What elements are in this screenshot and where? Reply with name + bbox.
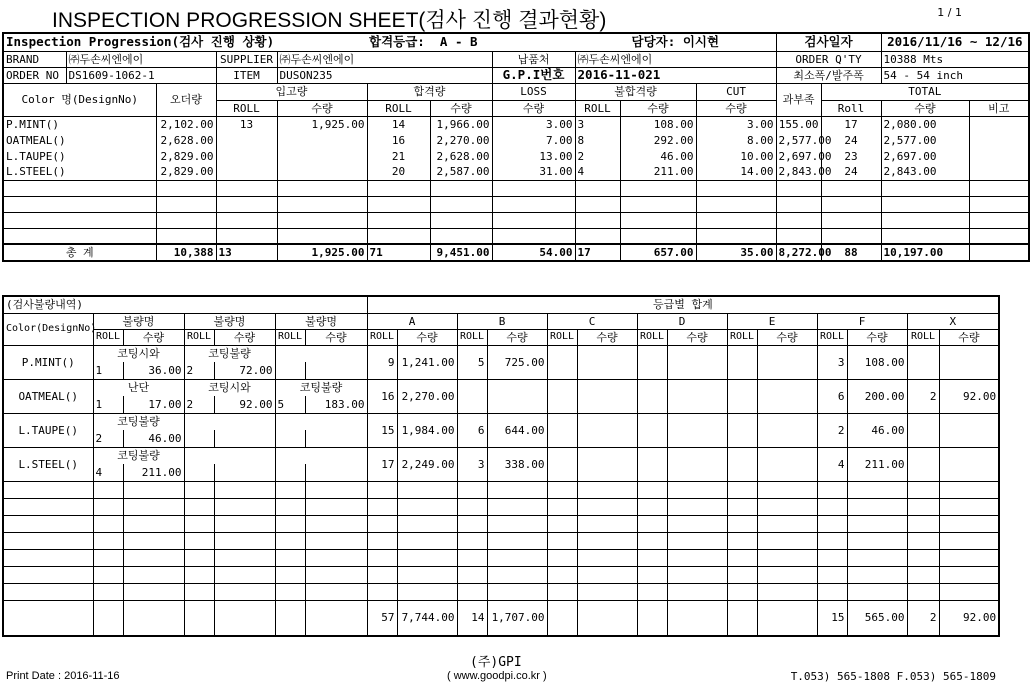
progress-cell-cut: 3.00 <box>696 116 776 132</box>
defect-qty <box>214 430 275 447</box>
progress-empty-row <box>3 196 1029 212</box>
totals-in-qty: 1,925.00 <box>277 244 367 261</box>
grade-b-roll: 3 <box>457 447 487 481</box>
grade-total-f-roll: 15 <box>817 600 847 636</box>
grade-e-qty <box>757 379 817 413</box>
sub-col-qty: 수량 <box>397 329 457 345</box>
grade-e-roll <box>727 345 757 379</box>
progress-cell-fail-roll: 3 <box>575 116 620 132</box>
progress-cell-fail-qty: 211.00 <box>620 164 696 180</box>
sub-col-qty: 수량 <box>305 329 367 345</box>
progress-row <box>3 116 1029 132</box>
grade-d-qty <box>667 447 727 481</box>
totals-pass-qty: 9,451.00 <box>430 244 492 261</box>
grade-b-roll: 6 <box>457 413 487 447</box>
totals-tot-roll: 88 <box>821 244 881 261</box>
grade-a-qty: 2,270.00 <box>397 379 457 413</box>
gpi-label: G.P.I번호 <box>492 67 575 83</box>
supplier-label: SUPPLIER <box>216 51 277 67</box>
grade-col-d: D <box>637 313 727 329</box>
progress-cell-tot-roll: 17 <box>821 116 881 132</box>
sub-col-roll: ROLL <box>637 329 667 345</box>
defect-name <box>275 345 367 362</box>
progress-cell-in-qty <box>277 132 367 148</box>
col-order-qty: 오더량 <box>156 83 216 116</box>
grade-col-f: F <box>817 313 907 329</box>
progress-cell-in-qty <box>277 164 367 180</box>
grade-a-qty: 1,984.00 <box>397 413 457 447</box>
col-pass: 합격량 <box>367 83 492 100</box>
defect-qty: 17.00 <box>123 396 184 413</box>
defect-qty: 72.00 <box>214 362 275 379</box>
progress-cell-color: L.TAUPE() <box>3 148 156 164</box>
grade-d-qty <box>667 345 727 379</box>
totals-excess: 8,272.00 <box>776 244 821 261</box>
defect-name: 코팅불량 <box>93 447 184 464</box>
width-label: 최소폭/발주폭 <box>776 67 881 83</box>
grade-e-qty <box>757 345 817 379</box>
defect-name <box>184 413 275 430</box>
grade-c-roll <box>547 447 577 481</box>
sheet-title: INSPECTION PROGRESSION SHEET(검사 진행 결과현황) <box>52 9 607 32</box>
sub-col-qty: 수량 <box>123 329 184 345</box>
col-in-qty: 수량 <box>277 100 367 116</box>
grade-total-e-roll <box>727 600 757 636</box>
progress-cell-tot-roll: 24 <box>821 132 881 148</box>
defect-grade-table <box>2 295 1000 637</box>
grade-totals-row <box>3 600 999 636</box>
defect-roll: 2 <box>184 362 214 379</box>
defect-row <box>3 379 999 396</box>
grade-section-label: 등급별 합계 <box>367 296 999 313</box>
grade-total-a-qty: 7,744.00 <box>397 600 457 636</box>
progress-cell-loss: 31.00 <box>492 164 575 180</box>
order-no-value: DS1609-1062-1 <box>66 67 216 83</box>
grade-x-qty <box>939 447 999 481</box>
col-total: TOTAL <box>821 83 1029 100</box>
col-fail: 불합격량 <box>575 83 696 100</box>
order-no-label: ORDER NO <box>3 67 66 83</box>
grade-total-x-qty: 92.00 <box>939 600 999 636</box>
grade-total-x-roll: 2 <box>907 600 939 636</box>
progress-cell-order: 2,829.00 <box>156 164 216 180</box>
grade-c-qty <box>577 447 637 481</box>
grade-f-qty: 200.00 <box>847 379 907 413</box>
defect-empty-row <box>3 515 999 532</box>
totals-row <box>3 244 1029 261</box>
defect-row <box>3 413 999 430</box>
progress-empty-row <box>3 180 1029 196</box>
grade-total-d-roll <box>637 600 667 636</box>
defect-roll: 1 <box>93 362 123 379</box>
grade-col-x: X <box>907 313 999 329</box>
gpi-value: 2016-11-021 <box>575 67 776 83</box>
progress-cell-pass-roll: 21 <box>367 148 430 164</box>
defect-qty: 36.00 <box>123 362 184 379</box>
progress-cell-loss: 3.00 <box>492 116 575 132</box>
delivery-label: 납품처 <box>492 51 575 67</box>
progress-cell-fail-qty: 108.00 <box>620 116 696 132</box>
defect-name <box>184 447 275 464</box>
grade-b-roll <box>457 379 487 413</box>
grade-b-qty <box>487 379 547 413</box>
progress-cell-cut: 14.00 <box>696 164 776 180</box>
col-fail-roll: ROLL <box>575 100 620 116</box>
progress-cell-color: OATMEAL() <box>3 132 156 148</box>
grade-total-d-qty <box>667 600 727 636</box>
manager-value: 이시현 <box>682 34 720 49</box>
company-website: ( www.goodpi.co.kr ) <box>447 670 547 682</box>
grade-total-a-roll: 57 <box>367 600 397 636</box>
defect-row-color: L.TAUPE() <box>3 413 93 447</box>
sub-col-qty: 수량 <box>757 329 817 345</box>
progress-empty-row <box>3 228 1029 244</box>
progress-cell-pass-roll: 16 <box>367 132 430 148</box>
sub-col-roll: ROLL <box>817 329 847 345</box>
grade-col-e: E <box>727 313 817 329</box>
progress-cell-excess: 2,697.00 <box>776 148 821 164</box>
grade-f-roll: 4 <box>817 447 847 481</box>
defect-col-name-1: 불량명 <box>93 313 184 329</box>
company-phone: T.053) 565-1808 F.053) 565-1809 <box>790 670 996 683</box>
defect-empty-row <box>3 498 999 515</box>
totals-fail-roll: 17 <box>575 244 620 261</box>
grade-b-roll: 5 <box>457 345 487 379</box>
progress-cell-in-roll: 13 <box>216 116 277 132</box>
grade-a-qty: 2,249.00 <box>397 447 457 481</box>
defect-empty-row <box>3 583 999 600</box>
grade-f-qty: 46.00 <box>847 413 907 447</box>
progress-cell-color: P.MINT() <box>3 116 156 132</box>
defect-col-name-2: 불량명 <box>184 313 275 329</box>
grade-e-roll <box>727 447 757 481</box>
col-total-qty: 수량 <box>881 100 969 116</box>
progress-label: Inspection Progression(검사 진행 상황) <box>3 33 367 51</box>
progress-cell-tot-qty: 2,697.00 <box>881 148 969 164</box>
progress-cell-color: L.STEEL() <box>3 164 156 180</box>
grade-e-roll <box>727 379 757 413</box>
col-loss: LOSS <box>492 83 575 100</box>
defect-col-color: Color(DesignNo) <box>3 313 93 345</box>
progress-cell-in-roll <box>216 148 277 164</box>
defect-name: 코팅불량 <box>93 413 184 430</box>
grade-x-qty: 92.00 <box>939 379 999 413</box>
progress-cell-pass-qty: 2,270.00 <box>430 132 492 148</box>
progress-cell-in-roll <box>216 132 277 148</box>
grade-c-roll <box>547 345 577 379</box>
grade-e-qty <box>757 447 817 481</box>
totals-label: 총 계 <box>3 244 156 261</box>
sub-col-qty: 수량 <box>487 329 547 345</box>
defect-row-color: P.MINT() <box>3 345 93 379</box>
grade-d-roll <box>637 447 667 481</box>
grade-col-c: C <box>547 313 637 329</box>
defect-name: 코팅불량 <box>184 345 275 362</box>
grade-x-qty <box>939 345 999 379</box>
grade-c-qty <box>577 379 637 413</box>
defect-empty-row <box>3 566 999 583</box>
defect-qty: 183.00 <box>305 396 367 413</box>
sub-col-roll: ROLL <box>184 329 214 345</box>
col-pass-qty: 수량 <box>430 100 492 116</box>
sub-col-qty: 수량 <box>939 329 999 345</box>
defect-name: 코팅시와 <box>93 345 184 362</box>
grade-total-c-roll <box>547 600 577 636</box>
order-qty-value: 10388 Mts <box>881 51 1029 67</box>
progress-row <box>3 148 1029 164</box>
progress-cell-tot-roll: 23 <box>821 148 881 164</box>
item-value: DUSON235 <box>277 67 492 83</box>
grade-e-qty <box>757 413 817 447</box>
grade-total-b-roll: 14 <box>457 600 487 636</box>
col-fail-qty: 수량 <box>620 100 696 116</box>
col-remark: 비고 <box>969 100 1029 116</box>
defect-row <box>3 345 999 362</box>
sub-col-qty: 수량 <box>577 329 637 345</box>
totals-in-roll: 13 <box>216 244 277 261</box>
totals-tot-qty: 10,197.00 <box>881 244 969 261</box>
progress-cell-in-roll <box>216 164 277 180</box>
progress-cell-order: 2,829.00 <box>156 148 216 164</box>
grade-f-roll: 3 <box>817 345 847 379</box>
col-total-roll: Roll <box>821 100 881 116</box>
grade-x-roll <box>907 447 939 481</box>
sub-col-roll: ROLL <box>367 329 397 345</box>
defect-name <box>275 413 367 430</box>
col-cut-qty: 수량 <box>696 100 776 116</box>
grade-d-roll <box>637 379 667 413</box>
col-pass-roll: ROLL <box>367 100 430 116</box>
progress-cell-pass-qty: 1,966.00 <box>430 116 492 132</box>
defect-name <box>275 447 367 464</box>
totals-order: 10,388 <box>156 244 216 261</box>
defect-roll: 4 <box>93 464 123 481</box>
sub-col-qty: 수량 <box>667 329 727 345</box>
progress-cell-tot-qty: 2,843.00 <box>881 164 969 180</box>
progress-cell-tot-qty: 2,577.00 <box>881 132 969 148</box>
defect-roll <box>184 430 214 447</box>
defect-name: 난단 <box>93 379 184 396</box>
grade-a-roll: 16 <box>367 379 397 413</box>
grade-total-c-qty <box>577 600 637 636</box>
defect-qty: 211.00 <box>123 464 184 481</box>
grade-d-roll <box>637 345 667 379</box>
progress-row <box>3 164 1029 180</box>
grade-c-qty <box>577 345 637 379</box>
defect-qty <box>305 430 367 447</box>
sub-col-roll: ROLL <box>275 329 305 345</box>
grade-x-roll <box>907 413 939 447</box>
progress-cell-pass-roll: 20 <box>367 164 430 180</box>
defect-qty: 46.00 <box>123 430 184 447</box>
progress-cell-pass-qty: 2,587.00 <box>430 164 492 180</box>
width-value: 54 - 54 inch <box>881 67 1029 83</box>
progress-cell-order: 2,102.00 <box>156 116 216 132</box>
sub-col-roll: ROLL <box>93 329 123 345</box>
item-label: ITEM <box>216 67 277 83</box>
defect-row-color: OATMEAL() <box>3 379 93 413</box>
grade-col-b: B <box>457 313 547 329</box>
defect-roll: 2 <box>93 430 123 447</box>
progress-cell-tot-roll: 24 <box>821 164 881 180</box>
totals-fail-qty: 657.00 <box>620 244 696 261</box>
company-name: (주)GPI <box>470 655 522 670</box>
progress-cell-pass-qty: 2,628.00 <box>430 148 492 164</box>
defect-qty <box>305 362 367 379</box>
sub-col-roll: ROLL <box>547 329 577 345</box>
col-cut: CUT <box>696 83 776 100</box>
progress-cell-fail-roll: 4 <box>575 164 620 180</box>
defect-roll <box>184 464 214 481</box>
grade-x-roll: 2 <box>907 379 939 413</box>
defect-empty-row <box>3 481 999 498</box>
sub-col-qty: 수량 <box>214 329 275 345</box>
totals-pass-roll: 71 <box>367 244 430 261</box>
progress-cell-excess: 155.00 <box>776 116 821 132</box>
grade-c-roll <box>547 413 577 447</box>
grade-f-qty: 211.00 <box>847 447 907 481</box>
defect-roll: 5 <box>275 396 305 413</box>
defect-roll <box>275 464 305 481</box>
grade-d-qty <box>667 413 727 447</box>
progress-cell-fail-roll: 2 <box>575 148 620 164</box>
grade-d-roll <box>637 413 667 447</box>
grade-label: 합격등급: <box>369 34 425 49</box>
totals-loss: 54.00 <box>492 244 575 261</box>
grade-total-b-qty: 1,707.00 <box>487 600 547 636</box>
progress-cell-excess: 2,577.00 <box>776 132 821 148</box>
defect-empty-row <box>3 549 999 566</box>
defect-row-color: L.STEEL() <box>3 447 93 481</box>
defect-qty: 92.00 <box>214 396 275 413</box>
progress-row <box>3 132 1029 148</box>
order-qty-label: ORDER Q'TY <box>776 51 881 67</box>
delivery-value: ㈜두손씨엔에이 <box>575 51 776 67</box>
defect-qty <box>214 464 275 481</box>
progress-cell-in-qty: 1,925.00 <box>277 116 367 132</box>
grade-total-e-qty <box>757 600 817 636</box>
col-color: Color 명(DesignNo) <box>3 83 156 116</box>
brand-value: ㈜두손씨엔에이 <box>66 51 216 67</box>
grade-a-qty: 1,241.00 <box>397 345 457 379</box>
totals-cut: 35.00 <box>696 244 776 261</box>
sub-col-qty: 수량 <box>847 329 907 345</box>
progress-cell-fail-qty: 292.00 <box>620 132 696 148</box>
defect-empty-row <box>3 532 999 549</box>
supplier-value: ㈜두손씨엔에이 <box>277 51 492 67</box>
progress-cell-cut: 8.00 <box>696 132 776 148</box>
grade-total-f-qty: 565.00 <box>847 600 907 636</box>
progress-cell-loss: 7.00 <box>492 132 575 148</box>
defect-name: 코팅시와 <box>184 379 275 396</box>
progress-cell-order: 2,628.00 <box>156 132 216 148</box>
grade-a-roll: 17 <box>367 447 397 481</box>
grade-b-qty: 338.00 <box>487 447 547 481</box>
sub-col-roll: ROLL <box>457 329 487 345</box>
manager-label: 담당자: <box>631 34 676 49</box>
grade-x-qty <box>939 413 999 447</box>
defect-roll <box>275 430 305 447</box>
defect-col-name-3: 불량명 <box>275 313 367 329</box>
inspection-progress-table <box>2 32 1030 262</box>
defect-roll: 2 <box>184 396 214 413</box>
defect-row <box>3 447 999 464</box>
page-number: 1 / 1 <box>937 6 962 19</box>
grade-c-qty <box>577 413 637 447</box>
progress-empty-row <box>3 212 1029 228</box>
grade-c-roll <box>547 379 577 413</box>
grade-a-roll: 9 <box>367 345 397 379</box>
grade-f-roll: 2 <box>817 413 847 447</box>
progress-cell-tot-qty: 2,080.00 <box>881 116 969 132</box>
grade-a-roll: 15 <box>367 413 397 447</box>
grade-col-a: A <box>367 313 457 329</box>
col-in-roll: ROLL <box>216 100 277 116</box>
defect-section-label: (검사불량내역) <box>3 296 367 313</box>
progress-cell-pass-roll: 14 <box>367 116 430 132</box>
grade-f-roll: 6 <box>817 379 847 413</box>
brand-label: BRAND <box>3 51 66 67</box>
progress-cell-cut: 10.00 <box>696 148 776 164</box>
inspect-date-value: 2016/11/16 ~ 12/16 <box>881 33 1029 51</box>
defect-roll: 1 <box>93 396 123 413</box>
grade-b-qty: 644.00 <box>487 413 547 447</box>
progress-cell-excess: 2,843.00 <box>776 164 821 180</box>
grade-f-qty: 108.00 <box>847 345 907 379</box>
progress-cell-fail-roll: 8 <box>575 132 620 148</box>
defect-qty <box>305 464 367 481</box>
grade-b-qty: 725.00 <box>487 345 547 379</box>
sub-col-roll: ROLL <box>907 329 939 345</box>
progress-cell-fail-qty: 46.00 <box>620 148 696 164</box>
print-date: Print Date : 2016-11-16 <box>6 670 120 682</box>
grade-x-roll <box>907 345 939 379</box>
grade-e-roll <box>727 413 757 447</box>
defect-roll <box>275 362 305 379</box>
grade-d-qty <box>667 379 727 413</box>
progress-cell-loss: 13.00 <box>492 148 575 164</box>
defect-name: 코팅불량 <box>275 379 367 396</box>
col-excess: 과부족 <box>776 83 821 116</box>
col-loss-qty: 수량 <box>492 100 575 116</box>
col-incoming: 입고량 <box>216 83 367 100</box>
sub-col-roll: ROLL <box>727 329 757 345</box>
inspect-date-label: 검사일자 <box>776 33 881 51</box>
grade-value: A - B <box>439 34 478 49</box>
progress-cell-in-qty <box>277 148 367 164</box>
